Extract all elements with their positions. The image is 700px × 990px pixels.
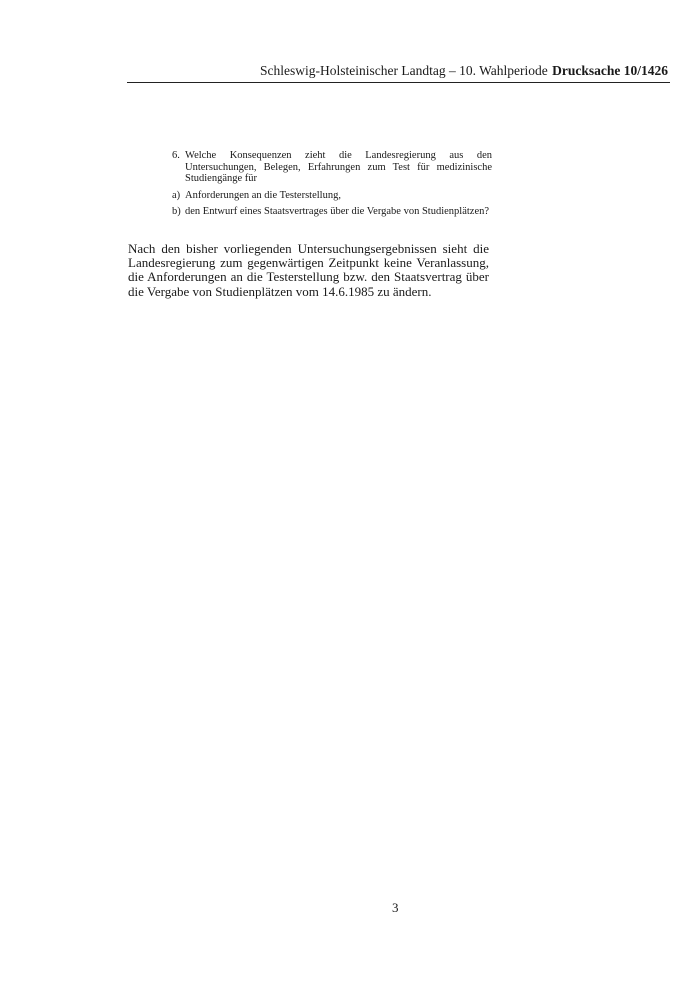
header-title: Schleswig-Holsteinischer Landtag – 10. Wahlperiode (260, 63, 548, 78)
subitem-text: Anforderungen an die Testerstellung, (185, 189, 341, 201)
page-header (127, 62, 670, 83)
question-subitem-b (172, 206, 492, 218)
subitem-text: den Entwurf eines Staatsvertrages über die Vergabe von Studienplätzen? (185, 206, 490, 218)
subitem-letter: b) (172, 206, 181, 218)
question-text: Welche Konsequenzen zieht die Landesregierung aus den Untersuchungen, Belegen, Erfahrungen zum Test für medizinische Studiengänge für (185, 150, 492, 185)
question-block (172, 150, 492, 218)
subitem-letter: a) (172, 189, 181, 201)
answer-paragraph: Nach den bisher vorliegenden Untersuchungsergebnissen sieht die Landesregierung zum gegenwärtigen Zeitpunkt keine Veranlassung, die Anforderungen an die Testerstellung bzw. den Staatsvertrag über die Vergabe von Studienplätzen vom 14.6.1985 zu ändern. (128, 241, 489, 299)
question-item (172, 150, 492, 185)
page-number: 3 (392, 900, 399, 915)
question-number: 6. (172, 150, 180, 161)
question-subitem-a (172, 190, 492, 202)
document-number: Drucksache 10/1426 (552, 63, 668, 78)
